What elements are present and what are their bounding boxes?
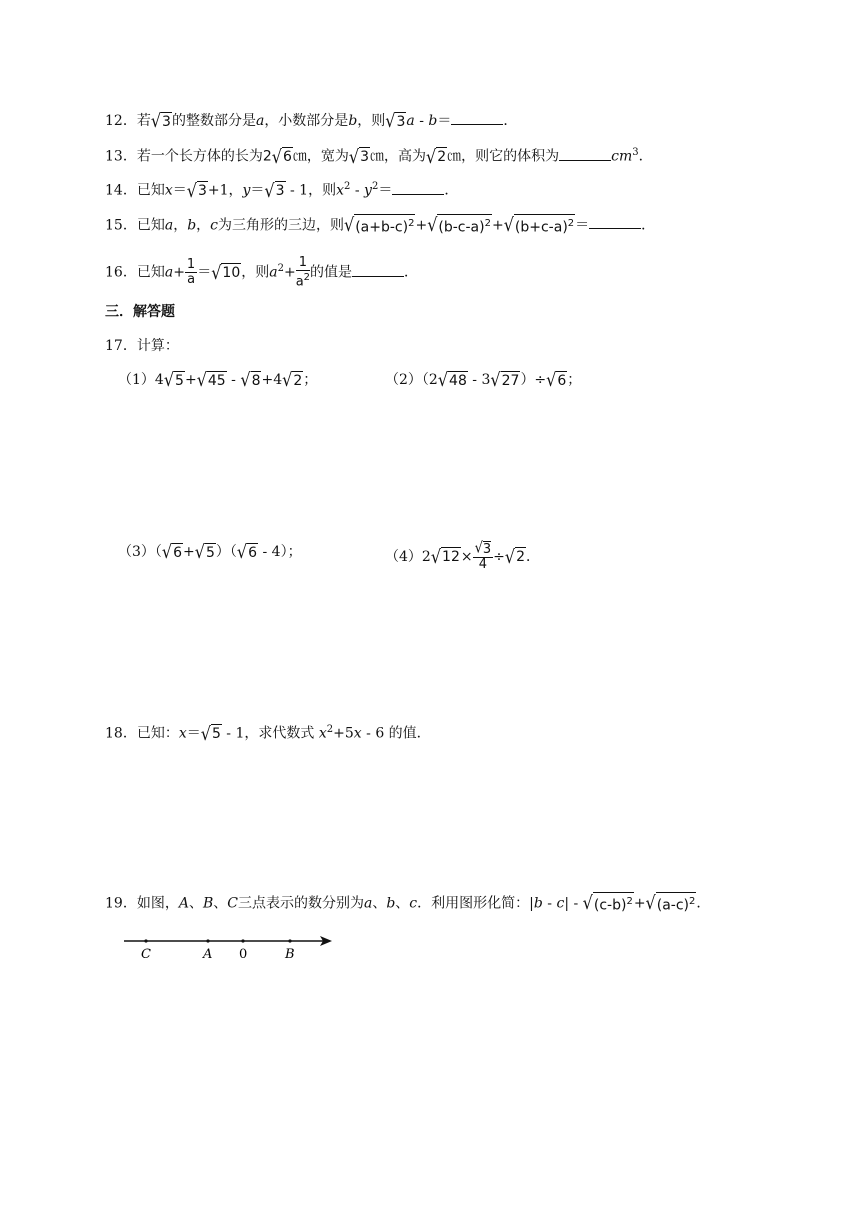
sqrt-3: √3 <box>264 179 285 202</box>
question-number: 15． <box>105 217 137 234</box>
question-17 <box>105 336 179 356</box>
sqrt-3: √3 <box>150 109 171 132</box>
text: ＝ <box>250 182 265 199</box>
sqrt-3: √3 <box>348 145 369 168</box>
sqrt-8: √8 <box>240 368 261 391</box>
answer-blank[interactable] <box>352 262 404 277</box>
unit: ㎝ <box>447 148 462 165</box>
sqrt-expr: $√(a-c)^2$ <box>645 891 696 914</box>
sqrt-expr: $√(b-c-a)^2$ <box>427 213 491 236</box>
text: 、 <box>395 895 410 912</box>
text: ； <box>567 372 582 388</box>
radicand: (c-b) <box>593 897 627 914</box>
sqrt-2: √2 <box>426 145 447 168</box>
text: 、 <box>213 895 228 912</box>
var-x: x <box>353 725 362 742</box>
point-c: C <box>227 895 238 912</box>
text: 若一个长方体的长为 <box>136 148 263 165</box>
sqrt-6: √6 <box>546 368 567 391</box>
text: +4 <box>261 372 283 388</box>
text: ）（ <box>215 544 237 560</box>
text: 已知 <box>136 182 165 199</box>
text: ÷ <box>493 548 505 565</box>
var-b: b <box>348 113 358 129</box>
question-number: 13． <box>105 148 137 165</box>
superscript: 2 <box>484 218 491 229</box>
text: - 6 的值． <box>361 725 431 742</box>
text: 已知 <box>136 264 165 281</box>
text: 已知： <box>136 725 179 742</box>
text: - <box>414 113 429 129</box>
text: ； <box>303 372 318 388</box>
sqrt-48: √48 <box>437 368 467 391</box>
fraction: $\frac{√3}{4}$ <box>474 539 492 572</box>
text: - <box>350 182 365 199</box>
question-15 <box>105 214 655 237</box>
sqrt-6: √6 <box>161 540 183 563</box>
var-b: b <box>187 217 197 234</box>
text: （4）2 <box>385 548 431 565</box>
sqrt-27: √27 <box>490 368 520 391</box>
var-x: x <box>318 725 327 742</box>
sqrt-2: √2 <box>282 368 303 391</box>
text: +5 <box>333 725 354 742</box>
var-c: c <box>556 895 565 912</box>
sqrt-expr: $√(c-b)^2$ <box>582 891 633 914</box>
text: - 4）； <box>258 544 302 560</box>
answer-blank[interactable] <box>559 146 611 161</box>
text: 的值是 <box>310 264 353 281</box>
unit: cm <box>611 148 633 165</box>
label-c: C <box>141 947 151 962</box>
point-b: B <box>202 895 214 912</box>
var-a: a <box>255 113 265 129</box>
text: ． <box>638 148 653 165</box>
text: + <box>173 264 185 281</box>
unit: ㎝ <box>370 148 384 165</box>
unit: ㎝ <box>292 148 307 165</box>
text: - 1，则 <box>285 182 337 199</box>
superscript: 3 <box>632 147 639 158</box>
text: 、 <box>372 895 387 912</box>
radicand: (a+b-c) <box>355 219 409 236</box>
question-19 <box>105 892 710 915</box>
var-x: x <box>164 182 173 199</box>
text: ＝ <box>172 182 187 199</box>
var-x: x <box>178 725 187 742</box>
text: 已知 <box>136 217 165 234</box>
sqrt-12: √12 <box>430 545 460 568</box>
sqrt-2: √2 <box>504 545 526 568</box>
text: + <box>283 264 296 281</box>
sqrt-6: √6 <box>236 540 258 563</box>
text: （3）（ <box>118 544 162 560</box>
var-c: c <box>210 217 218 234</box>
text: 若 <box>136 113 151 129</box>
section-heading: 三．解答题 <box>105 304 175 320</box>
q17-part-2 <box>385 370 581 390</box>
text: ． <box>696 895 711 912</box>
point-a: A <box>178 895 189 912</box>
point-b-dot <box>288 939 291 942</box>
text: 计算： <box>136 338 179 354</box>
question-16 <box>105 256 418 289</box>
text: ，则 <box>357 113 386 129</box>
superscript: 2 <box>626 896 633 907</box>
text: ，则它的体积为 <box>461 148 560 165</box>
radicand: (b-c-a) <box>438 219 485 236</box>
text: 为三角形的三边，则 <box>218 217 344 234</box>
radicand: (b+c-a) <box>514 219 568 236</box>
text: （2）（2 <box>385 372 438 388</box>
sqrt-6: √6 <box>271 145 292 168</box>
superscript: 2 <box>408 218 415 229</box>
q17-part-3 <box>118 542 302 562</box>
superscript: 2 <box>371 181 379 192</box>
question-18 <box>105 720 431 744</box>
text: - 3 <box>467 372 491 388</box>
text: + <box>183 544 195 560</box>
question-14 <box>105 177 458 201</box>
superscript: 2 <box>326 724 334 735</box>
question-number: 14． <box>105 182 137 199</box>
answer-blank[interactable] <box>451 110 503 125</box>
question-number: 19． <box>105 895 137 912</box>
radicand: (a-c) <box>656 897 690 914</box>
sqrt-3: √3 <box>385 109 406 132</box>
sqrt-expr: $√(b+c-a)^2$ <box>503 213 575 236</box>
text: ． <box>503 113 518 129</box>
var-a: a <box>406 113 415 129</box>
var-b: b <box>386 895 396 912</box>
text: 的整数部分是 <box>171 113 256 129</box>
number-line-figure <box>120 930 340 966</box>
text: × <box>460 548 473 565</box>
sqrt-5: √5 <box>194 540 215 563</box>
point-a-dot <box>206 939 209 942</box>
text: ）÷ <box>520 372 547 388</box>
text: ． <box>526 548 541 565</box>
text: ＝ <box>575 217 590 234</box>
var-a: a <box>363 895 373 912</box>
text: + <box>633 895 646 912</box>
q17-part-4 <box>385 539 541 572</box>
question-number: 12． <box>105 113 137 129</box>
q17-part-1 <box>118 370 317 390</box>
text: ，小数部分是 <box>264 113 349 129</box>
label-a: A <box>203 947 213 962</box>
text: + <box>491 217 504 234</box>
var-x: x <box>336 182 344 199</box>
var-y: y <box>242 182 251 199</box>
var-a: a <box>164 217 174 234</box>
text: | - <box>564 895 583 912</box>
sqrt-45: √45 <box>196 368 226 391</box>
text: ＝ <box>437 113 452 129</box>
text: + <box>184 372 197 388</box>
text: ， <box>173 217 188 234</box>
text: ＝ <box>186 725 201 742</box>
question-number: 17． <box>105 338 137 354</box>
text: ，宽为 <box>306 148 349 165</box>
text: 如图， <box>136 895 179 912</box>
question-number: 16． <box>105 264 137 281</box>
var-a: a <box>269 264 278 281</box>
text: + <box>415 217 428 234</box>
text: 、 <box>188 895 203 912</box>
text: ，高为 <box>384 148 426 165</box>
text: 三点表示的数分别为 <box>237 895 364 912</box>
point-c-dot <box>144 939 147 942</box>
text: ．利用图形化简：| <box>417 895 534 912</box>
superscript: 2 <box>344 181 351 192</box>
label-b: B <box>285 947 295 962</box>
var-b: b <box>533 895 543 912</box>
text: - 1，求代数式 <box>221 725 319 742</box>
coef: 2 <box>262 148 272 165</box>
text: ． <box>444 182 459 199</box>
sqrt-5: √5 <box>200 722 221 745</box>
sqrt-5: √5 <box>163 368 184 391</box>
var-c: c <box>409 895 418 912</box>
superscript: 2 <box>567 218 575 229</box>
sqrt-10: √10 <box>211 261 241 284</box>
var-b: b <box>428 113 438 129</box>
text: ． <box>641 217 656 234</box>
fraction: $\frac{1}{a^2}$ <box>295 255 311 290</box>
text: （1）4 <box>118 372 164 388</box>
sqrt-3: √3 <box>186 179 207 202</box>
question-13 <box>105 143 653 167</box>
label-zero: 0 <box>239 947 248 962</box>
sqrt-expr: $√(a+b-c)^2$ <box>344 213 415 236</box>
text: ， <box>196 217 211 234</box>
text: ，则 <box>241 264 270 281</box>
text: ． <box>404 264 419 281</box>
fraction: $\frac{1}{a}$ <box>186 257 196 288</box>
superscript: 2 <box>689 896 696 907</box>
text: - <box>226 372 241 388</box>
text: ＝ <box>378 182 393 199</box>
answer-blank[interactable] <box>392 180 444 195</box>
text: ＝ <box>197 264 212 281</box>
text: +1， <box>207 182 243 199</box>
var-a: a <box>164 264 174 281</box>
text: - <box>542 895 557 912</box>
origin-dot <box>241 939 244 942</box>
var-y: y <box>364 182 372 199</box>
question-number: 18． <box>105 725 137 742</box>
answer-blank[interactable] <box>589 214 641 229</box>
question-12 <box>105 110 517 131</box>
superscript: 2 <box>277 263 284 275</box>
